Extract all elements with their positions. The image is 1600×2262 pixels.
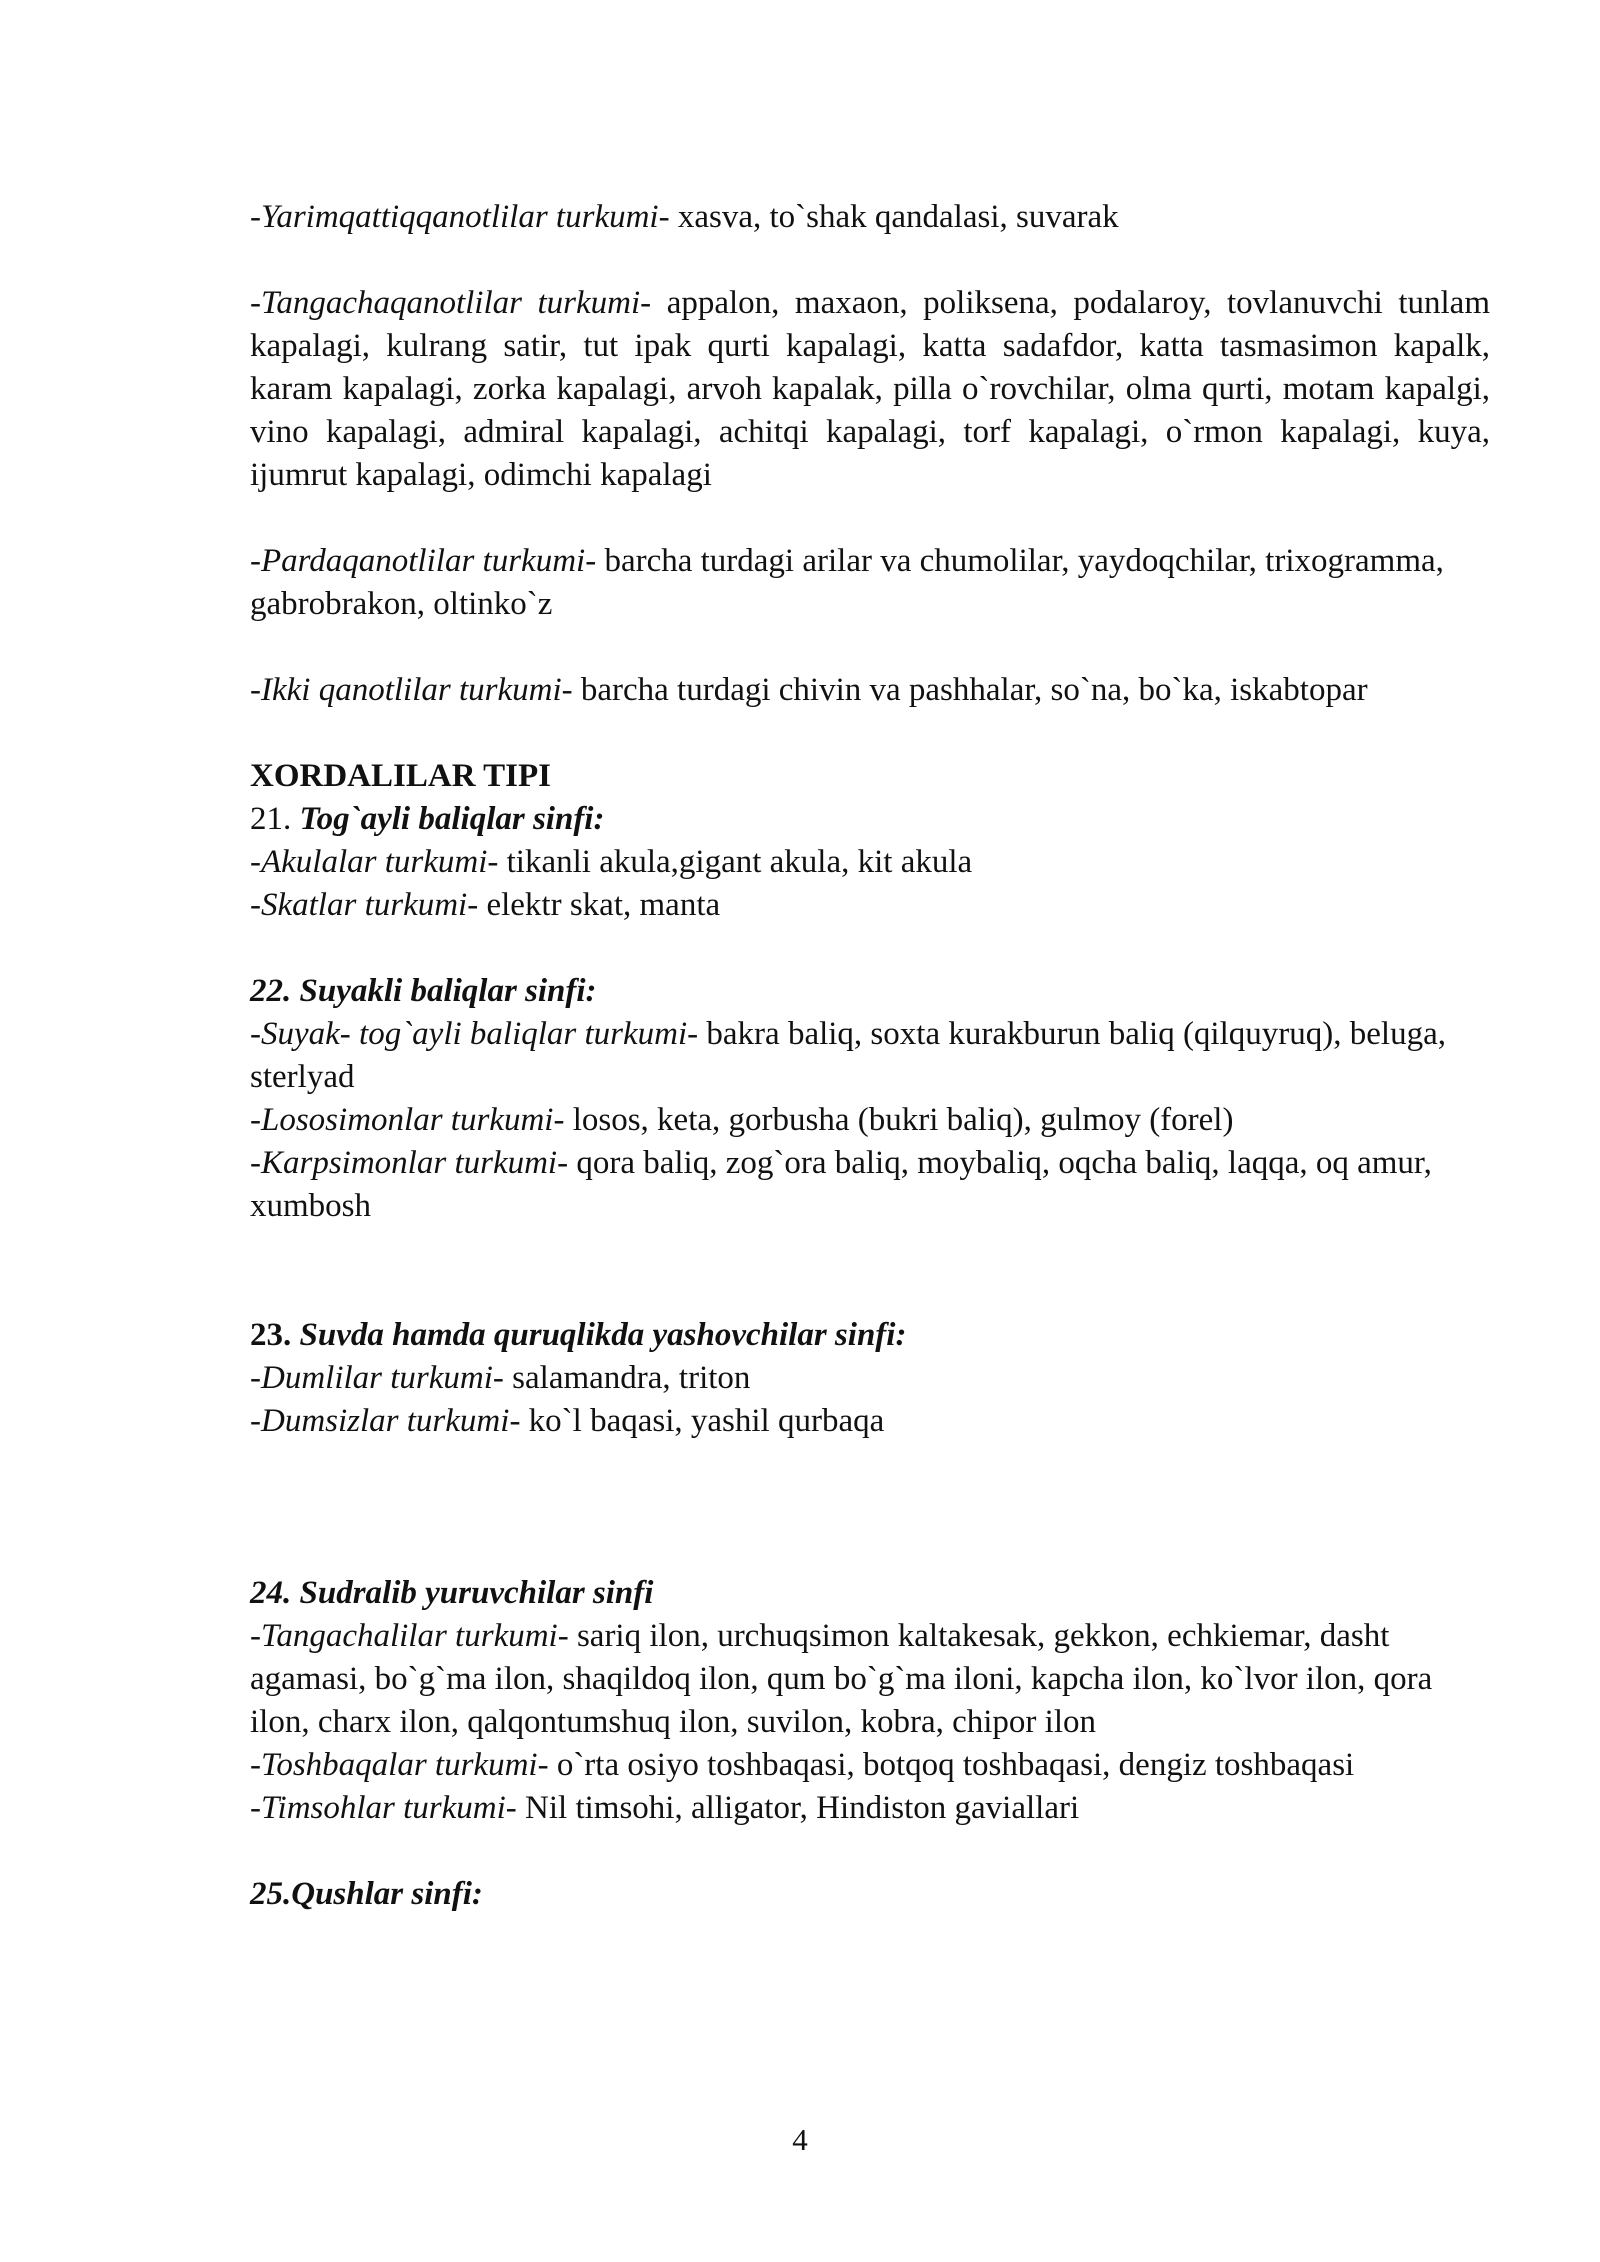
order-species: - o`rta osiyo toshbaqasi, botqoq toshbaqasi, dengiz toshbaqasi — [537, 1747, 1355, 1783]
page-content — [250, 196, 1490, 1916]
class-number: 23. — [250, 1317, 300, 1353]
paragraph-pardaqanotlilar — [250, 540, 1490, 626]
order-species: - Nil timsohi, alligator, Hindiston gaviallari — [505, 1790, 1080, 1826]
order-term: -Yarimqattiqqanotlilar turkumi — [250, 199, 659, 235]
order-term: -Tangachalilar turkumi — [250, 1618, 558, 1654]
list-item — [250, 1787, 1490, 1830]
order-species: - barcha turdagi chivin va pashhalar, so`na, bo`ka, iskabtopar — [561, 672, 1368, 708]
order-term: -Karpsimonlar turkumi — [250, 1145, 558, 1181]
paragraph-yarimqattiqqanotlilar — [250, 196, 1490, 239]
order-term: -Lososimonlar turkumi — [250, 1102, 554, 1138]
order-species: - sariq ilon, urchuqsimon kaltakesak, gekkon, echkiemar, dasht agamasi, bo`g`ma ilon, shaqildoq ilon, qum bo`g`ma iloni, kapcha ilon, ko`lvor ilon, qora ilon, charx ilon, qalqontumshuq ilon, suvilon, kobra, chipor ilon — [250, 1618, 1433, 1740]
order-term: -Dumsizlar turkumi — [250, 1403, 510, 1439]
order-species: - elektr skat, manta — [467, 887, 721, 923]
order-term: -Tangachaqanotlilar turkumi — [250, 285, 641, 321]
order-term: -Toshbaqalar turkumi — [250, 1747, 538, 1783]
section-heading-xordalilar: XORDALILAR TIPI — [250, 758, 552, 794]
order-species: - xasva, to`shak qandalasi, suvarak — [658, 199, 1119, 235]
list-item — [250, 1013, 1490, 1099]
order-species: - appalon, maxaon, poliksena, podalaroy, tovlanuvchi tunlam kapalagi, kulrang satir, tut ipak qurti kapalagi, katta sadafdor, katta tasmasimon kapalk, karam kapalagi, zorka kapalagi, arvoh kapalak, pilla o`rovchilar, olma qurti, motam kapalgi, vino kapalagi, admiral kapalagi, achitqi kapalagi, torf kapalagi, o`rmon kapalagi, kuya, ijumrut kapalagi, odimchi kapalagi — [250, 285, 1490, 493]
list-item — [250, 1357, 1490, 1400]
order-term: -Suyak- tog`ayli baliqlar turkumi — [250, 1016, 688, 1052]
paragraph-tangachaqanotlilar — [250, 282, 1490, 497]
order-term: -Pardaqanotlilar turkumi — [250, 543, 586, 579]
class-heading-23 — [250, 1314, 1490, 1357]
class-number: 25. — [250, 1876, 292, 1912]
list-item — [250, 1400, 1490, 1443]
class-title: Qushlar sinfi: — [291, 1876, 483, 1912]
class-title: 22. Suyakli baliqlar sinfi: — [250, 973, 597, 1009]
page-number: 4 — [792, 2122, 808, 2157]
list-item — [250, 1744, 1490, 1787]
order-term: -Skatlar turkumi — [250, 887, 468, 923]
order-species: - barcha turdagi arilar va chumolilar, yaydoqchilar, trixogramma, gabrobrakon, oltinko`z — [250, 543, 1444, 622]
class-number: 21. — [250, 801, 300, 837]
list-item — [250, 1615, 1490, 1744]
class-heading-25 — [250, 1873, 1490, 1916]
order-species: - salamandra, triton — [492, 1360, 751, 1396]
order-species: - losos, keta, gorbusha (bukri baliq), gulmoy (forel) — [553, 1102, 1234, 1138]
order-species: - bakra baliq, soxta kurakburun baliq (qilquyruq), beluga, sterlyad — [250, 1016, 1446, 1095]
class-heading-22 — [250, 970, 1490, 1013]
class-heading-24 — [250, 1572, 1490, 1615]
list-item — [250, 841, 1490, 884]
list-item — [250, 1099, 1490, 1142]
class-title: 24. Sudralib yuruvchilar sinfi — [250, 1575, 654, 1611]
order-species: - qora baliq, zog`ora baliq, moybaliq, oqcha baliq, laqqa, oq amur, xumbosh — [250, 1145, 1432, 1224]
order-term: -Ikki qanotlilar turkumi — [250, 672, 562, 708]
list-item — [250, 1142, 1490, 1228]
class-title: Tog`ayli baliqlar sinfi: — [299, 801, 605, 837]
order-species: - tikanli akula,gigant akula, kit akula — [487, 844, 973, 880]
order-term: -Timsohlar turkumi — [250, 1790, 506, 1826]
list-item — [250, 884, 1490, 927]
paragraph-ikki-qanotlilar — [250, 669, 1490, 712]
class-heading-21 — [250, 798, 1490, 841]
order-species: - ko`l baqasi, yashil qurbaqa — [509, 1403, 885, 1439]
order-term: -Akulalar turkumi — [250, 844, 488, 880]
order-term: -Dumlilar turkumi — [250, 1360, 493, 1396]
class-title: Suvda hamda quruqlikda yashovchilar sinfi: — [299, 1317, 907, 1353]
